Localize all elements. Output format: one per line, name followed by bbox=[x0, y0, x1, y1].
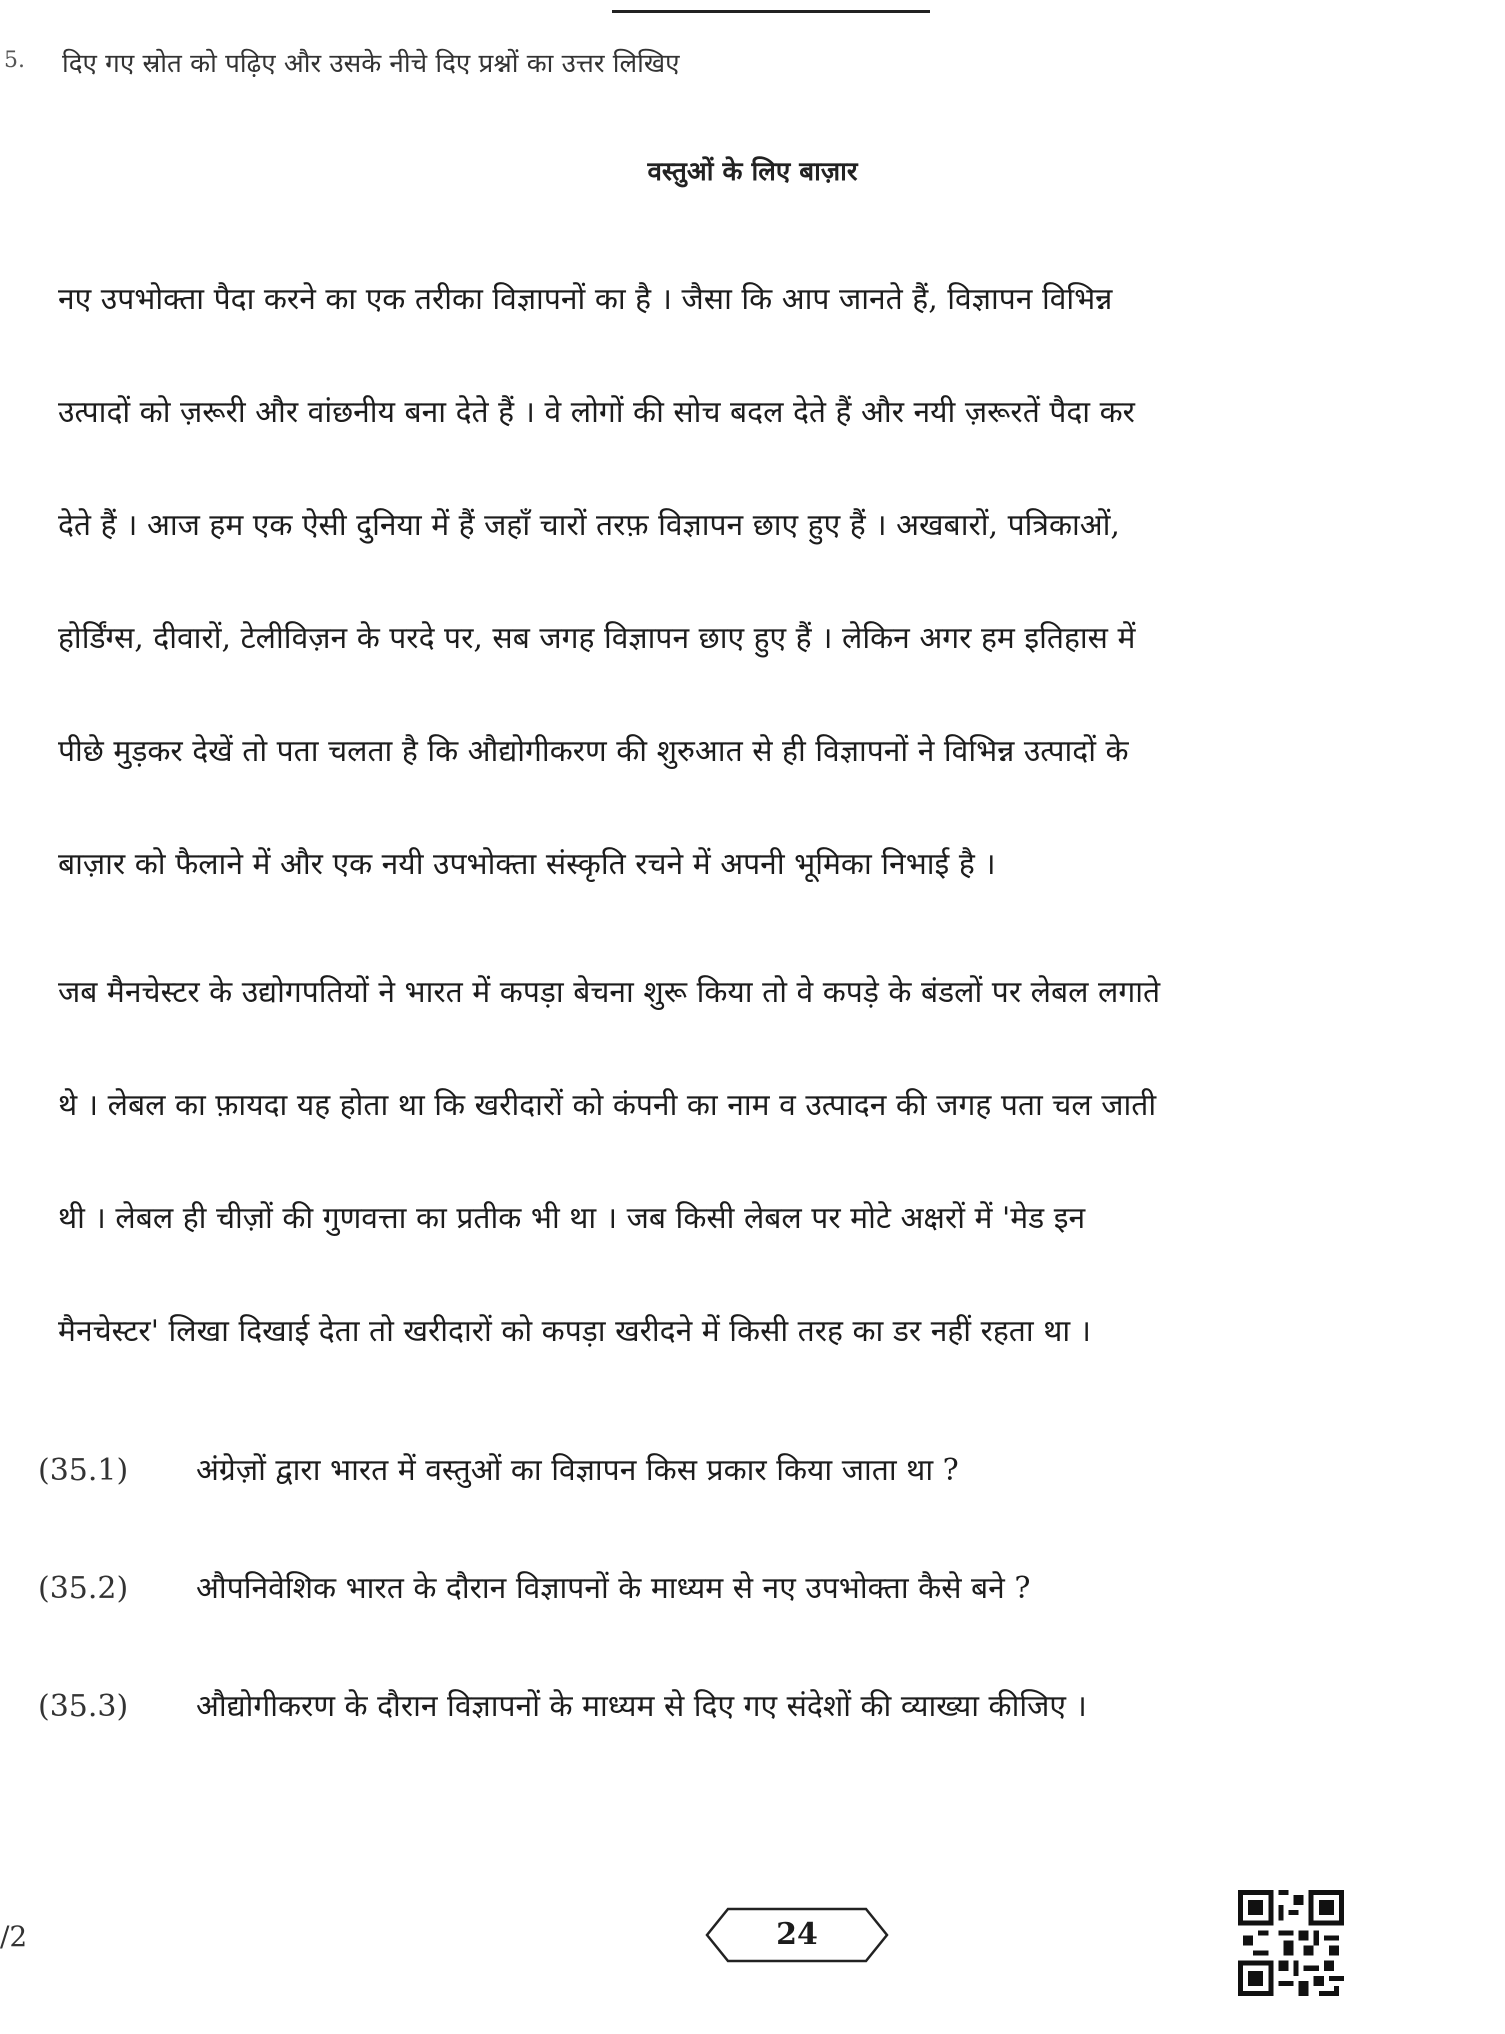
paragraph-line: पीछे मुड़कर देखें तो पता चलता है कि औद्योगीकरण की शुरुआत से ही विज्ञापनों ने विभिन्न उत्पादों के bbox=[58, 734, 1129, 769]
source-title: वस्तुओं के लिए बाज़ार bbox=[647, 157, 858, 187]
source-paragraph-1 bbox=[58, 243, 1505, 921]
page-number-badge bbox=[704, 1906, 890, 1964]
page-number: 24 bbox=[776, 1917, 818, 1952]
question-number: (35.3) bbox=[38, 1689, 129, 1724]
question-number: (35.2) bbox=[38, 1571, 129, 1606]
paragraph-line: थी । लेबल ही चीज़ों की गुणवत्ता का प्रतीक भी था । जब किसी लेबल पर मोटे अक्षरों में 'मेड इन bbox=[58, 1201, 1086, 1236]
paragraph-line: देते हैं । आज हम एक ऐसी दुनिया में हैं जहाँ चारों तरफ़ विज्ञापन छाए हुए हैं । अखबारों, पत्रिकाओं, bbox=[58, 508, 1120, 543]
question-text: औद्योगीकरण के दौरान विज्ञापनों के माध्यम से दिए गए संदेशों की व्याख्या कीजिए । bbox=[196, 1689, 1087, 1724]
question-number: (35.1) bbox=[38, 1453, 129, 1488]
question-marker: 5. bbox=[4, 48, 25, 73]
paragraph-line: उत्पादों को ज़रूरी और वांछनीय बना देते हैं । वे लोगों की सोच बदल देते हैं और नयी ज़रूरतें पैदा कर bbox=[58, 395, 1135, 430]
question-text: औपनिवेशिक भारत के दौरान विज्ञापनों के माध्यम से नए उपभोक्ता कैसे बने ? bbox=[196, 1571, 1031, 1606]
question-text: अंग्रेज़ों द्वारा भारत में वस्तुओं का विज्ञापन किस प्रकार किया जाता था ? bbox=[196, 1453, 959, 1488]
qr-code-icon bbox=[1238, 1890, 1344, 1996]
paragraph-line: बाज़ार को फैलाने में और एक नयी उपभोक्ता संस्कृति रचने में अपनी भूमिका निभाई है । bbox=[58, 847, 996, 882]
paragraph-line: मैनचेस्टर' लिखा दिखाई देता तो खरीदारों को कपड़ा खरीदने में किसी तरह का डर नहीं रहता था । bbox=[58, 1314, 1092, 1349]
paragraph-line: थे । लेबल का फ़ायदा यह होता था कि खरीदारों को कंपनी का नाम व उत्पादन की जगह पता चल जाती bbox=[58, 1088, 1157, 1123]
paragraph-line: जब मैनचेस्टर के उद्योगपतियों ने भारत में कपड़ा बेचना शुरू किया तो वे कपड़े के बंडलों पर लेबल लगाते bbox=[58, 975, 1161, 1010]
instruction-text: दिए गए स्रोत को पढ़िए और उसके नीचे दिए प्रश्नों का उत्तर लिखिए bbox=[62, 49, 680, 79]
paragraph-line: होर्डिंग्स, दीवारों, टेलीविज़न के परदे पर, सब जगह विज्ञापन छाए हुए हैं । लेकिन अगर हम इतिहास में bbox=[58, 621, 1136, 656]
top-divider bbox=[612, 10, 930, 13]
source-paragraph-2 bbox=[58, 936, 1505, 1388]
question-35-1 bbox=[38, 1448, 959, 1489]
question-35-2 bbox=[38, 1566, 1030, 1607]
paper-code: /2 bbox=[0, 1920, 28, 1953]
question-35-3 bbox=[38, 1684, 1087, 1725]
paragraph-line: नए उपभोक्ता पैदा करने का एक तरीका विज्ञापनों का है । जैसा कि आप जानते हैं, विज्ञापन विभिन्न bbox=[58, 282, 1113, 317]
